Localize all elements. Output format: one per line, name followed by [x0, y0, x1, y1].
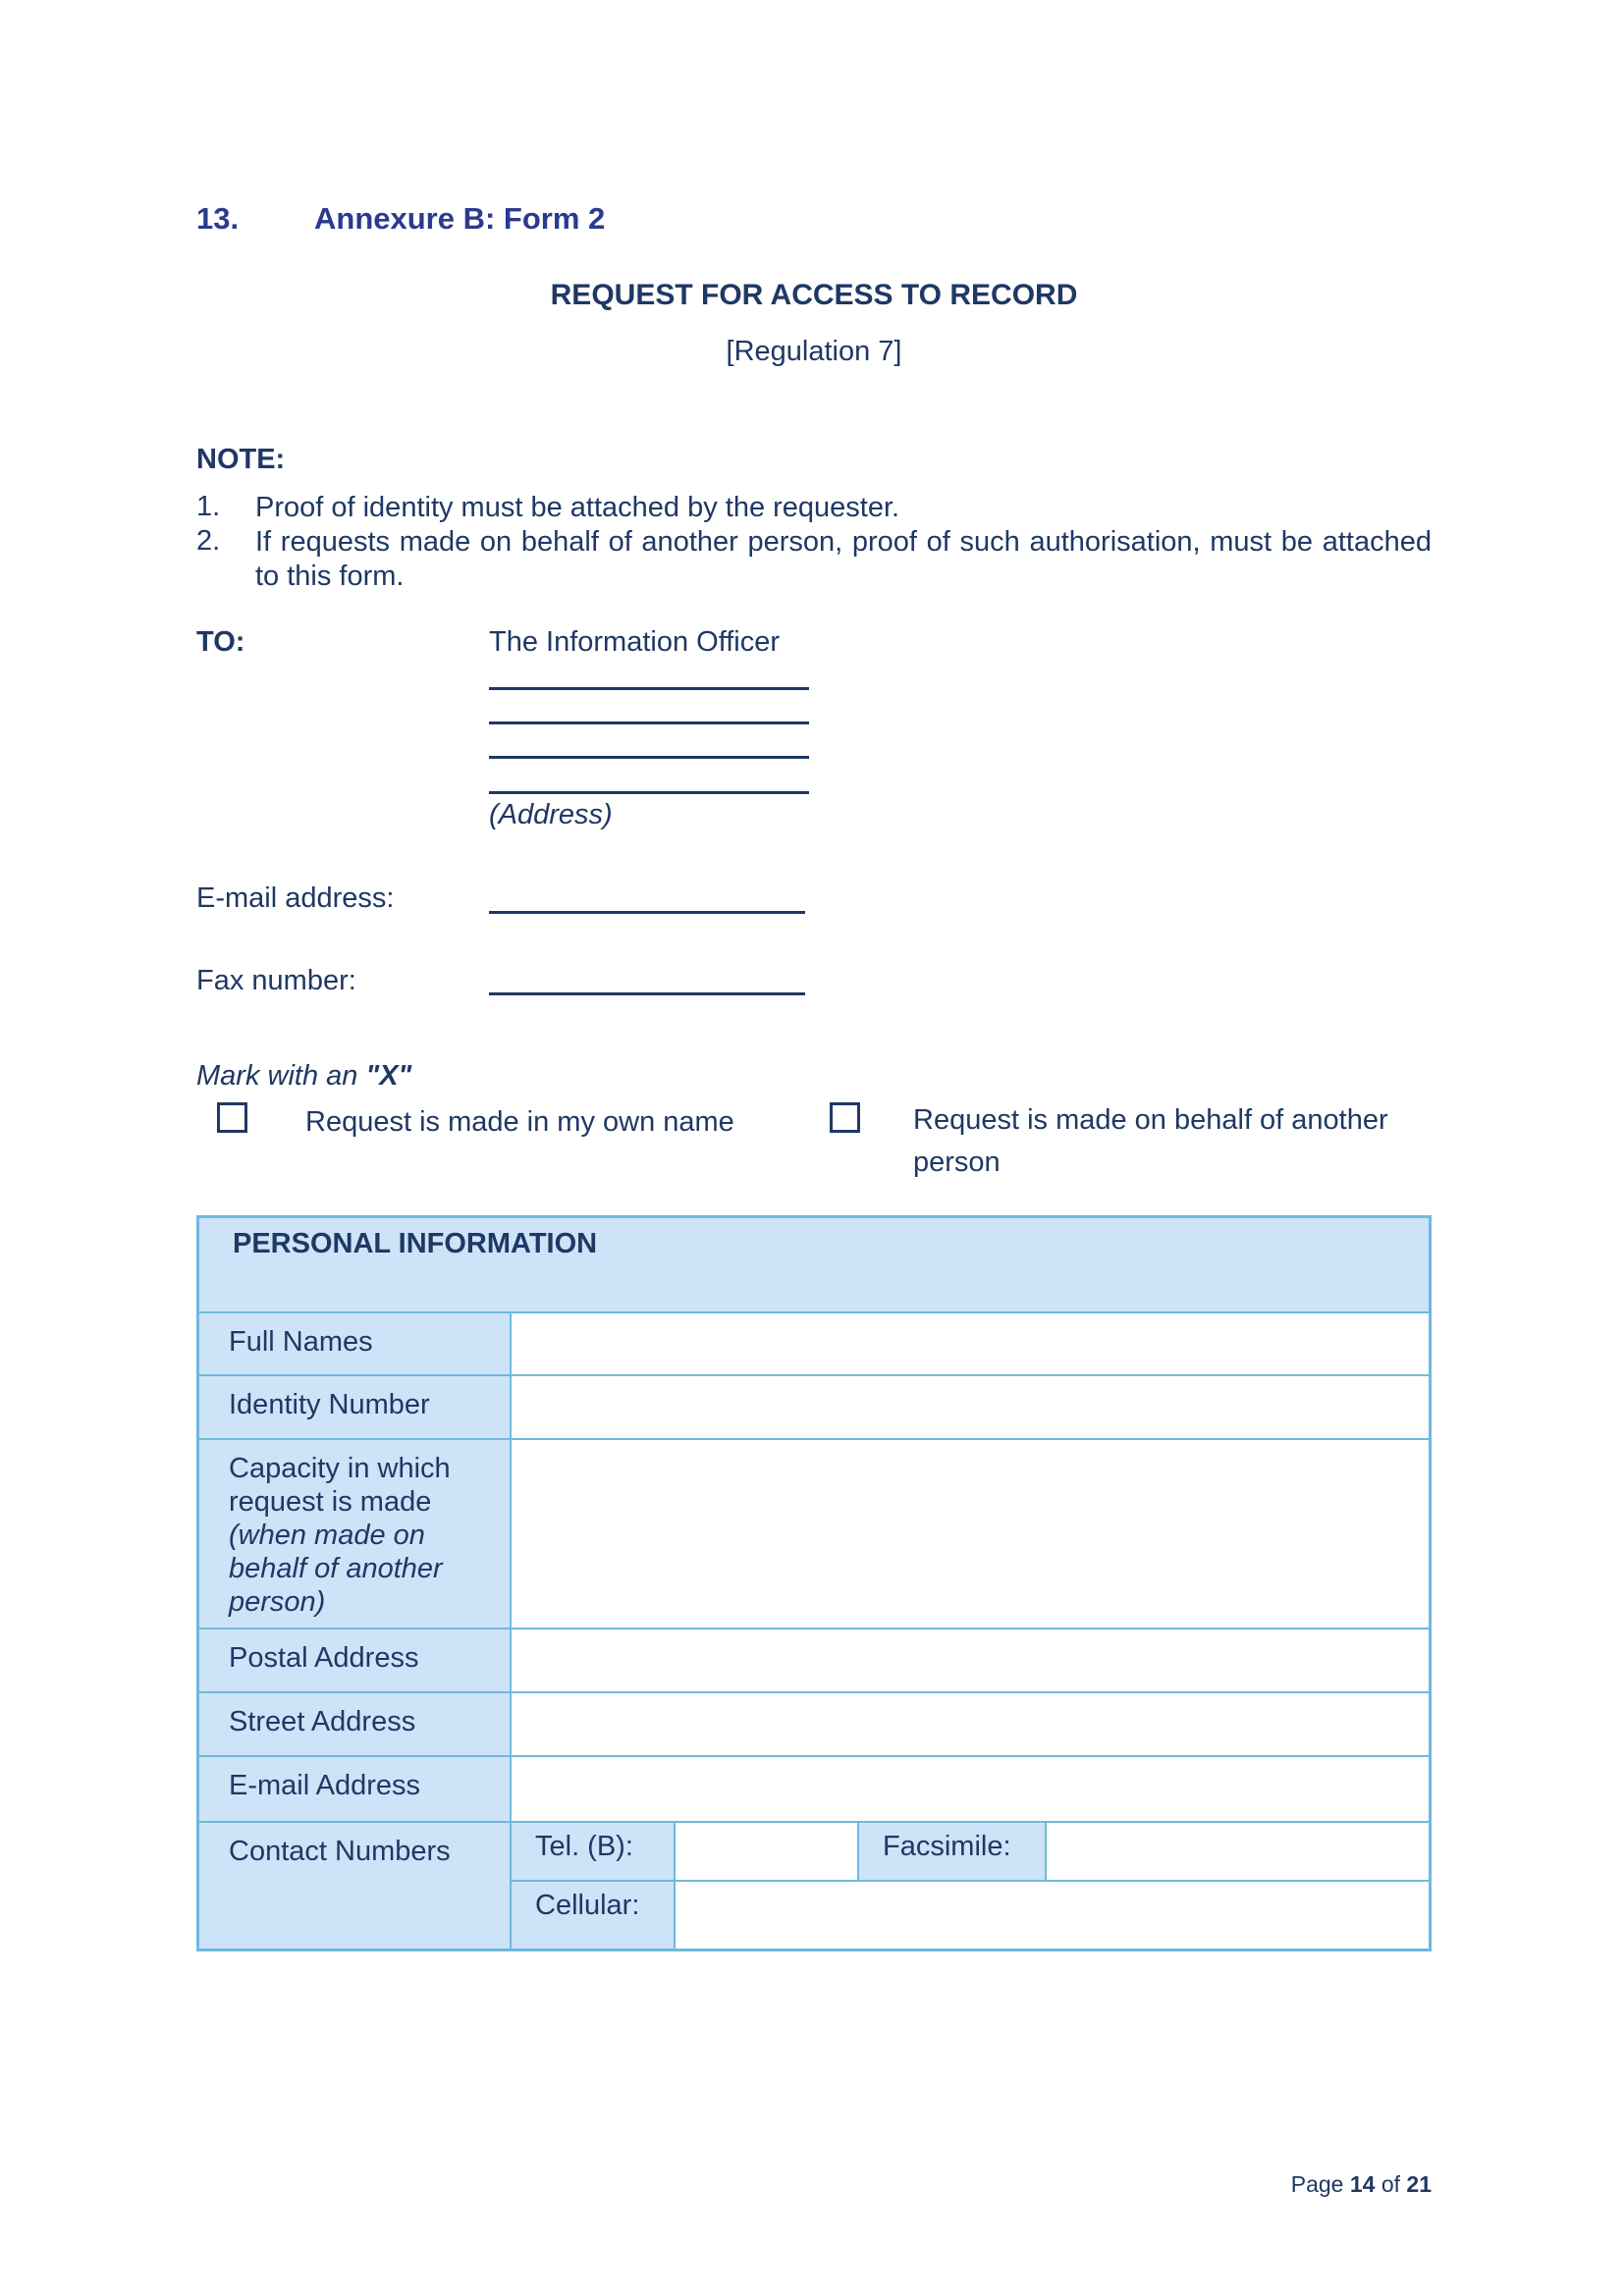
mark-x-emphasis: "X"	[365, 1060, 412, 1092]
form-title: REQUEST FOR ACCESS TO RECORD	[550, 279, 1078, 311]
cellular-label: Cellular:	[512, 1882, 676, 1949]
table-row-identity-number	[199, 1376, 1429, 1440]
postal-address-field[interactable]	[512, 1629, 1429, 1693]
behalf-option-label: Request is made on behalf of another person	[913, 1104, 1388, 1178]
capacity-label-main: Capacity in which request is made	[229, 1453, 451, 1518]
identity-number-field[interactable]	[512, 1376, 1429, 1440]
table-row-contact-numbers	[199, 1823, 1429, 1949]
to-label: TO:	[196, 626, 245, 658]
table-row-email-address	[199, 1757, 1429, 1823]
capacity-label-italic: (when made on behalf of another person)	[229, 1520, 443, 1618]
section-title: Annexure B: Form 2	[314, 201, 606, 236]
cellular-field[interactable]	[676, 1882, 1429, 1949]
personal-information-table	[196, 1215, 1432, 1951]
contact-subrow-cellular	[512, 1882, 1429, 1949]
fax-number-label: Fax number:	[196, 965, 356, 996]
footer-of-label: of	[1375, 2171, 1407, 2197]
row-label: E-mail Address	[199, 1757, 512, 1823]
contact-numbers-cells	[512, 1823, 1429, 1949]
fax-number-field[interactable]	[489, 992, 805, 995]
footer-total-pages: 21	[1406, 2171, 1432, 2197]
row-label: Postal Address	[199, 1629, 512, 1693]
email-address-label: E-mail address:	[196, 882, 395, 914]
behalf-checkbox[interactable]	[830, 1102, 860, 1133]
capacity-field[interactable]	[512, 1440, 1429, 1629]
note-heading: NOTE:	[196, 444, 286, 475]
tel-b-field[interactable]	[676, 1823, 859, 1882]
email-address-field[interactable]	[489, 911, 805, 914]
mark-instruction-prefix: Mark with an	[196, 1060, 366, 1092]
note-item-text: If requests made on behalf of another person, proof of such authorisation, must be attached to this form.	[255, 526, 1432, 592]
address-blank-line[interactable]	[489, 791, 809, 794]
facsimile-label: Facsimile:	[859, 1823, 1047, 1882]
table-row-capacity	[199, 1440, 1429, 1629]
footer-page-number: 14	[1349, 2171, 1376, 2197]
email-address-table-field[interactable]	[512, 1757, 1429, 1823]
form-regulation-subtitle: [Regulation 7]	[726, 336, 902, 367]
full-names-field[interactable]	[512, 1313, 1429, 1376]
page-footer	[196, 2171, 1432, 2198]
mark-instruction	[196, 1060, 411, 1093]
personal-information-heading: PERSONAL INFORMATION	[199, 1218, 1429, 1313]
own-name-option-label: Request is made in my own name	[305, 1106, 734, 1138]
address-blank-line[interactable]	[489, 756, 809, 759]
facsimile-field[interactable]	[1047, 1823, 1429, 1882]
section-number: 13.	[196, 201, 240, 236]
address-caption: (Address)	[489, 799, 613, 830]
street-address-field[interactable]	[512, 1693, 1429, 1757]
table-row-street-address	[199, 1693, 1429, 1757]
to-recipient: The Information Officer	[489, 626, 781, 658]
note-item-number: 1.	[196, 491, 221, 522]
table-row-postal-address	[199, 1629, 1429, 1693]
row-label: Contact Numbers	[199, 1823, 512, 1949]
address-blank-line[interactable]	[489, 721, 809, 724]
row-label: Identity Number	[199, 1376, 512, 1440]
footer-page-label: Page	[1290, 2171, 1350, 2197]
tel-b-label: Tel. (B):	[512, 1823, 676, 1882]
row-label: Street Address	[199, 1693, 512, 1757]
note-item-text: Proof of identity must be attached by the requester.	[255, 492, 900, 523]
table-row-full-names	[199, 1313, 1429, 1376]
contact-subrow-tel-fax	[512, 1823, 1429, 1882]
note-item-number: 2.	[196, 525, 221, 557]
row-label	[199, 1440, 512, 1629]
own-name-checkbox[interactable]	[217, 1102, 247, 1133]
address-blank-line[interactable]	[489, 687, 809, 690]
row-label: Full Names	[199, 1313, 512, 1376]
